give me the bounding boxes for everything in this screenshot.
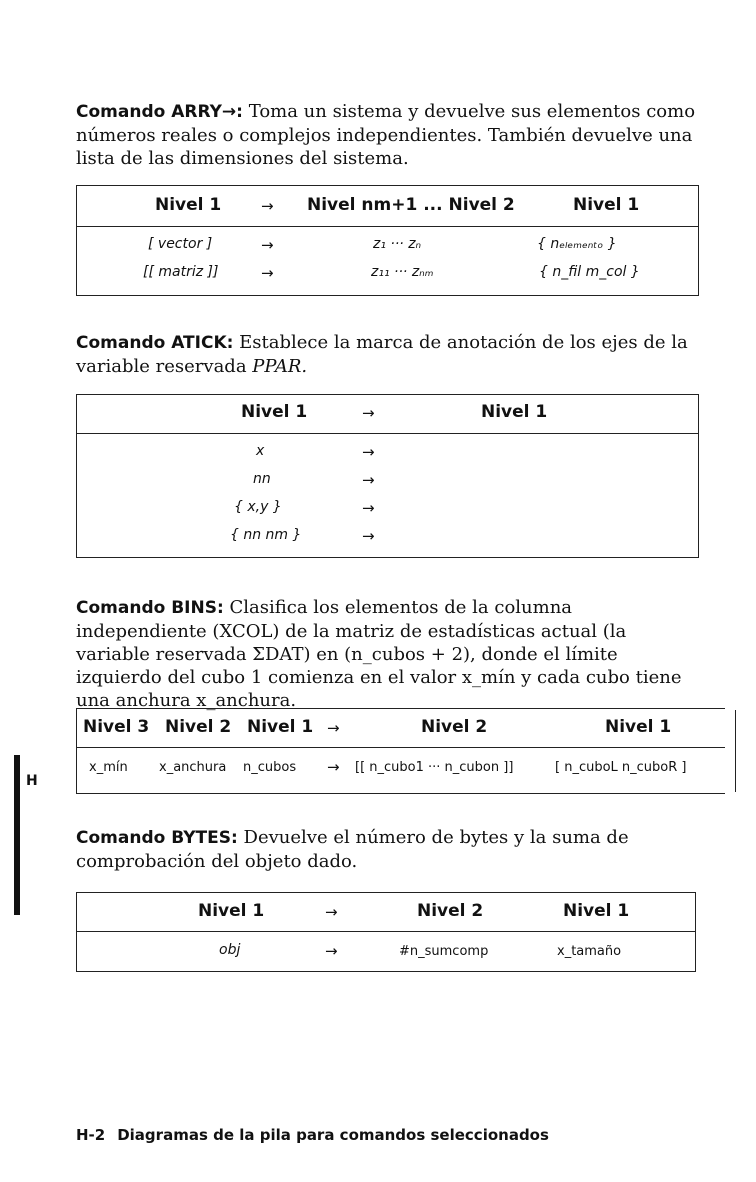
bins-row-arrow: → <box>327 758 340 776</box>
bytes-header-level1-in: Nivel 1 <box>198 901 265 921</box>
bins-command-name: Comando BINS: <box>76 598 224 618</box>
bins-row-xanchura: x_anchura <box>159 760 227 775</box>
arry-table-header <box>77 186 698 227</box>
arry-header-arrow: → <box>261 197 274 215</box>
atick-row1-arrow: → <box>362 443 375 461</box>
arry-paragraph <box>76 100 701 170</box>
bins-header-level1-out: Nivel 1 <box>605 717 672 737</box>
bytes-command-name: Comando BYTES: <box>76 828 238 848</box>
bins-header-level3: Nivel 3 <box>83 717 150 737</box>
atick-row2-arrow: → <box>362 471 375 489</box>
arry-row2-input: [[ matriz ]] <box>143 264 219 280</box>
atick-row1-input: x <box>256 443 265 459</box>
bytes-description: Devuelve el número de bytes y la suma de comprobación del objeto dado. <box>76 827 629 872</box>
bytes-row-input: obj <box>219 942 241 958</box>
arry-row1-output-stack: z₁ ··· zₙ <box>373 236 422 252</box>
arry-row2-arrow: → <box>261 264 274 282</box>
bytes-table <box>76 892 696 972</box>
bins-header-level1-in: Nivel 1 <box>247 717 314 737</box>
chapter-tab-letter: H <box>26 773 38 789</box>
bins-row-array: [[ n_cubo1 ··· n_cubon ]] <box>355 760 514 775</box>
bins-table <box>76 708 725 794</box>
arry-row1-output-list: { nₑₗₑₘₑₙₜₒ } <box>537 236 617 252</box>
arry-description: Toma un sistema y devuelve sus elementos como números reales o complejos independientes. También devuelve una lista de las dimensiones del sistema. <box>76 101 696 169</box>
atick-table-header <box>77 395 698 434</box>
bins-right-edge <box>735 710 736 792</box>
atick-description: Establece la marca de anotación de los ejes de la variable reservada <box>76 332 688 377</box>
atick-paragraph <box>76 331 701 378</box>
arry-row2-output-stack: z₁₁ ··· zₙₘ <box>371 264 434 280</box>
arry-row1-arrow: → <box>261 236 274 254</box>
bins-table-body <box>77 748 725 792</box>
bins-row-vector: [ n_cuboL n_cuboR ] <box>555 760 687 775</box>
bins-section <box>76 596 701 712</box>
arry-section <box>76 100 701 170</box>
atick-header-arrow: → <box>362 404 375 422</box>
bins-header-arrow: → <box>327 719 340 737</box>
atick-table <box>76 394 699 558</box>
bins-header-level2-in: Nivel 2 <box>165 717 232 737</box>
atick-row4-arrow: → <box>362 527 375 545</box>
arry-table-body <box>77 227 698 295</box>
arry-row1-input: [ vector ] <box>148 236 213 252</box>
bins-table-header <box>77 709 725 748</box>
arry-command-name: Comando ARRY→: <box>76 102 243 122</box>
atick-variable: PPAR. <box>252 356 308 377</box>
page-footer <box>76 1126 549 1144</box>
bytes-table-body <box>77 932 695 970</box>
arry-header-levels-out: Nivel nm+1 ... Nivel 2 <box>307 195 515 215</box>
atick-command-name: Comando ATICK: <box>76 333 234 353</box>
atick-row4-input: { nn nm } <box>230 527 302 543</box>
bins-row-ncubos: n_cubos <box>243 760 297 775</box>
arry-table <box>76 185 699 296</box>
arry-header-level1-out: Nivel 1 <box>573 195 640 215</box>
chapter-tab-bar <box>14 755 20 915</box>
bytes-row-arrow: → <box>325 942 338 960</box>
bins-paragraph <box>76 596 701 712</box>
bytes-row-size: x_tamaño <box>557 944 622 959</box>
bins-header-level2-out: Nivel 2 <box>421 717 488 737</box>
atick-section <box>76 331 701 378</box>
bytes-row-checksum: #n_sumcomp <box>399 944 489 959</box>
atick-header-level1-out: Nivel 1 <box>481 402 548 422</box>
atick-row2-input: nn <box>253 471 271 487</box>
atick-row3-arrow: → <box>362 499 375 517</box>
bytes-section <box>76 826 701 873</box>
bins-description: Clasifica los elementos de la columna independiente (XCOL) de la matriz de estadísticas actual (la variable reservada ΣDAT) en (n_cubos + 2), donde el límite izquierdo del cubo 1 comienza en el valor x_mín y cada cubo tiene una anchura x_anchura. <box>76 597 682 711</box>
arry-header-level1-in: Nivel 1 <box>155 195 222 215</box>
footer-title: Diagramas de la pila para comandos seleccionados <box>117 1126 549 1144</box>
bytes-header-arrow: → <box>325 903 338 921</box>
bytes-header-level2-out: Nivel 2 <box>417 901 484 921</box>
atick-row3-input: { x,y } <box>234 499 282 515</box>
footer-page-number: H-2 <box>76 1126 106 1144</box>
atick-header-level1-in: Nivel 1 <box>241 402 308 422</box>
bytes-paragraph <box>76 826 701 873</box>
arry-row2-output-list: { n_fil m_col } <box>539 264 640 280</box>
bytes-table-header <box>77 893 695 932</box>
atick-table-body <box>77 434 698 556</box>
bins-row-xmin: x_mín <box>89 760 128 775</box>
bytes-header-level1-out: Nivel 1 <box>563 901 630 921</box>
